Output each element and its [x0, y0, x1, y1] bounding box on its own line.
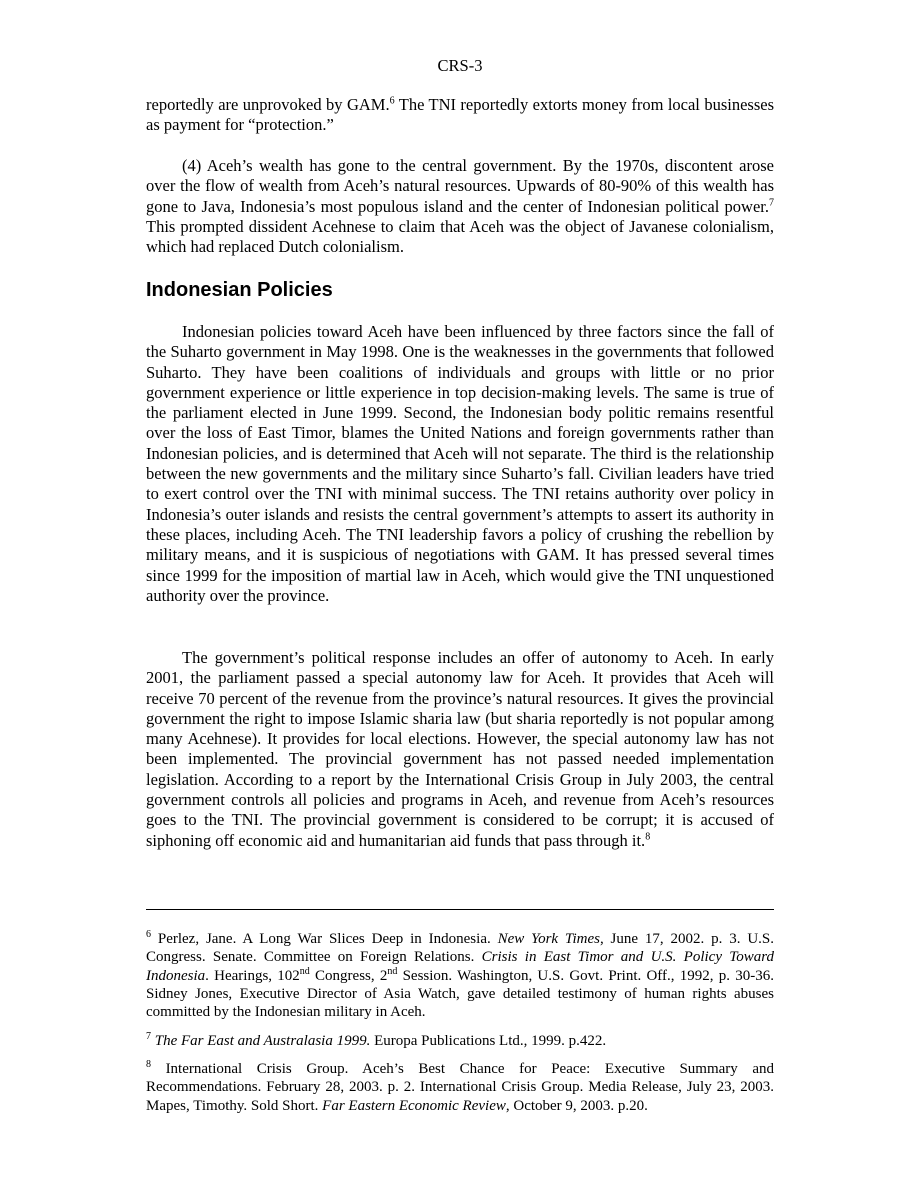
footnote-divider	[146, 909, 774, 910]
footnote-ref-7[interactable]: 7	[769, 197, 774, 209]
paragraph-text: This prompted dissident Acehnese to claim that Aceh was the object of Javanese colonialism, which had replaced Dutch colonialism.	[146, 216, 774, 257]
footnote-superscript: nd	[387, 965, 398, 977]
continued-paragraph	[146, 95, 774, 136]
paragraph-text: (4) Aceh’s wealth has gone to the central government. By the 1970s, discontent arose over the flow of wealth from Aceh’s natural resources. Upwards of 80-90% of this wealth has gone to Java, Indonesia’s most populous island and the center of Indonesian political power.	[146, 156, 774, 216]
section-heading: Indonesian Policies	[146, 279, 333, 301]
paragraph-autonomy	[146, 648, 774, 851]
paragraph-text: The government’s political response includes an offer of autonomy to Aceh. In early 2001, the parliament passed a special autonomy law for Aceh. It provides that Aceh will receive 70 percent of the revenue from the province’s natural resources. It gives the provincial government the right to impose Islamic sharia law (but sharia reportedly is not popular among many Acehnese). It provides for local elections. However, the special autonomy law has not been implemented. The provincial government has not passed needed implementation legislation. According to a report by the International Crisis Group in July 2003, the central government controls all policies and programs in Aceh, and revenue from Aceh’s resources goes to the TNI. The provincial government is considered to be corrupt; it is accused of siphoning off economic aid and humanitarian aid funds that pass through it.	[146, 648, 774, 850]
footnote-text: Perlez, Jane. A Long War Slices Deep in Indonesia.	[151, 931, 498, 947]
paragraph-text: The TNI reportedly extorts money from local businesses as payment for “protection.”	[146, 95, 774, 135]
footnote-text: , October 9, 2003. p.20.	[505, 1097, 648, 1114]
page-number: CRS-3	[437, 56, 483, 75]
footnote-italic: Crisis in East Timor and U.S. Policy Toward Indonesia	[146, 949, 775, 984]
footnote-italic: Far Eastern Economic Review	[322, 1097, 506, 1114]
paragraph-factors: Indonesian policies toward Aceh have been influenced by three factors since the fall of the Suharto government in May 1998. One is the weaknesses in the governments that followed Suharto. They have been coalitions of individuals and groups with little or no prior government experience or little experience in top decision-making levels. The same is true of the parliament elected in June 1999. Second, the Indonesian body politic remains resentful over the loss of East Timor, blames the United Nations and foreign governments rather than Indonesian policies, and is determined that Aceh will not separate. The third is the relationship between the new governments and the military since Suharto’s fall. Civilian leaders have tried to exert control over the TNI with minimal success. The TNI retains authority over policy in Indonesia’s outer islands and resists the central government’s attempts to assert its authority in these places, including Aceh. The TNI leadership favors a policy of crushing the rebellion by military means, and it is suspicious of negotiations with GAM. It has pressed several times since 1999 for the imposition of martial law in Aceh, which would give the TNI unquestioned authority over the province.	[146, 322, 774, 605]
footnote-italic: New York Times	[497, 931, 600, 947]
footnote-number: 6	[146, 929, 151, 940]
paragraph-text: reportedly are unprovoked by GAM.	[146, 95, 390, 114]
footnote-text: Europa Publications Ltd., 1999. p.422.	[370, 1033, 607, 1049]
footnote-superscript: nd	[299, 965, 310, 977]
footnote-number: 8	[146, 1059, 151, 1070]
footnote-ref-6[interactable]: 6	[389, 95, 395, 107]
footnote-text: Session. Washington, U.S. Govt. Print. Off., 1992, p. 30-36. Sidney Jones, Executive Director of Asia Watch, gave detailed testimony of human rights abuses committed by the Indonesian military in Aceh.	[146, 967, 774, 1021]
footnote-text: International Crisis Group. Aceh’s Best Chance for Peace: Executive Summary and Recommendations. February 28, 2003. p. 2. International Crisis Group. Media Release, July 23, 2003. Mapes, Timothy. Sold Short.	[146, 1061, 774, 1114]
footnote-ref-8[interactable]: 8	[645, 831, 651, 843]
footnote-text: Congress, 2	[309, 967, 388, 984]
paragraph-point-4	[146, 156, 774, 257]
footnote-text: . Hearings, 102	[205, 967, 300, 984]
footnote-italic: The Far East and Australasia 1999.	[151, 1033, 371, 1049]
footnote-number: 7	[146, 1031, 151, 1042]
footnote-8	[146, 1060, 774, 1115]
footnote-text: , June 17, 2002. p. 3. U.S. Congress. Senate. Committee on Foreign Relations.	[146, 931, 775, 966]
footnote-6	[146, 930, 774, 1021]
footnote-7	[146, 1032, 774, 1050]
